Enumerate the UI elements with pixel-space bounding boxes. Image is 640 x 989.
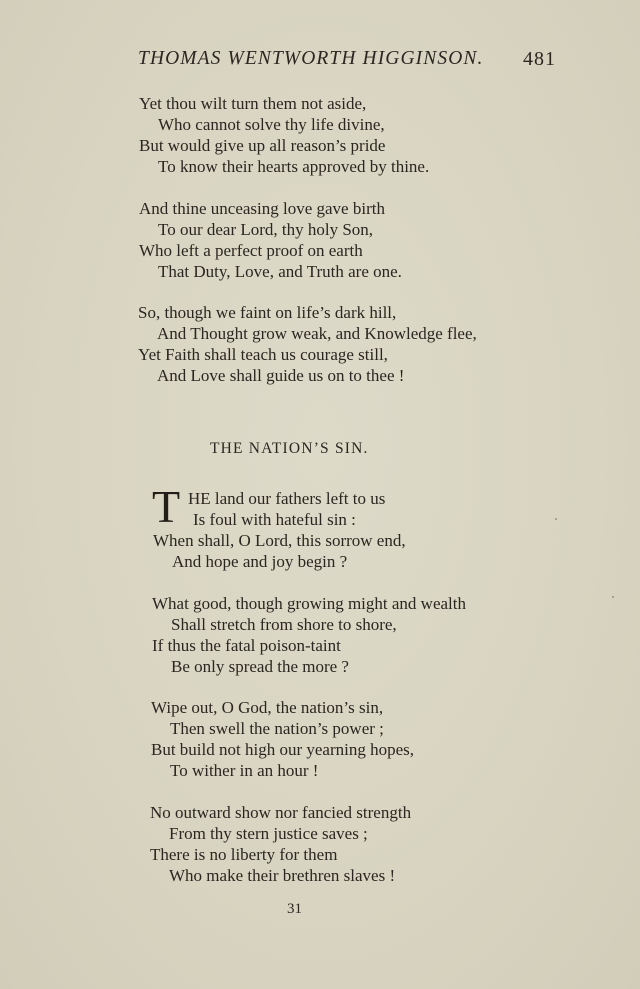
poem-line: That Duty, Love, and Truth are one. (158, 262, 402, 281)
poem-line: Shall stretch from shore to shore, (171, 615, 397, 634)
poem-line: HE land our fathers left to us (188, 489, 386, 508)
poem-line: From thy stern justice saves ; (169, 824, 368, 843)
poem1-stanza-2 (139, 198, 402, 282)
poem-line: Who make their brethren slaves ! (169, 866, 396, 885)
poem2-first-line (188, 488, 385, 509)
poem-line: And thine unceasing love gave birth (139, 199, 385, 218)
poem-line: When shall, O Lord, this sorrow end, (153, 531, 406, 550)
paper-speck (555, 518, 557, 520)
paper-speck (612, 596, 614, 598)
poem-line: But would give up all reason’s pride (139, 136, 386, 155)
poem-line: Yet Faith shall teach us courage still, (138, 345, 388, 364)
poem-line: To know their hearts approved by thine. (158, 157, 430, 176)
poem-line: If thus the fatal poison-taint (152, 636, 341, 655)
poem1-stanza-3 (138, 302, 477, 386)
poem-line: Yet thou wilt turn them not aside, (139, 94, 367, 113)
poem-line: There is no liberty for them (150, 845, 338, 864)
poem-line: To wither in an hour ! (170, 761, 319, 780)
poem-line: What good, though growing might and wealth (152, 594, 466, 613)
signature-mark: 31 (287, 901, 302, 917)
poem-line: To our dear Lord, thy holy Son, (158, 220, 374, 239)
drop-cap: T (152, 481, 181, 532)
poem-line: Then swell the nation’s power ; (170, 719, 384, 738)
poem-line: And hope and joy begin ? (172, 552, 348, 571)
poem2-stanza-4 (150, 802, 411, 886)
running-head: THOMAS WENTWORTH HIGGINSON. (138, 48, 484, 69)
poem1-stanza-1 (139, 93, 429, 177)
poem-line: And Love shall guide us on to thee ! (157, 366, 405, 385)
poem-line: Who left a perfect proof on earth (139, 241, 363, 260)
poem-line: But build not high our yearning hopes, (151, 740, 415, 759)
poem2-stanza-1 (153, 509, 406, 572)
poem-line: Be only spread the more ? (171, 657, 349, 676)
poem-line: No outward show nor fancied strength (150, 803, 412, 822)
poem-line: Wipe out, O God, the nation’s sin, (151, 698, 384, 717)
poem-line: Who cannot solve thy life divine, (158, 115, 385, 134)
poem-line: Is foul with hateful sin : (193, 510, 356, 529)
page-number: 481 (523, 48, 556, 70)
poem2-stanza-2 (152, 593, 466, 677)
poem-title: THE NATION’S SIN. (210, 440, 369, 457)
poem-line: And Thought grow weak, and Knowledge flee, (157, 324, 477, 343)
poem2-stanza-3 (151, 697, 414, 781)
poem-line: So, though we faint on life’s dark hill, (138, 303, 397, 322)
